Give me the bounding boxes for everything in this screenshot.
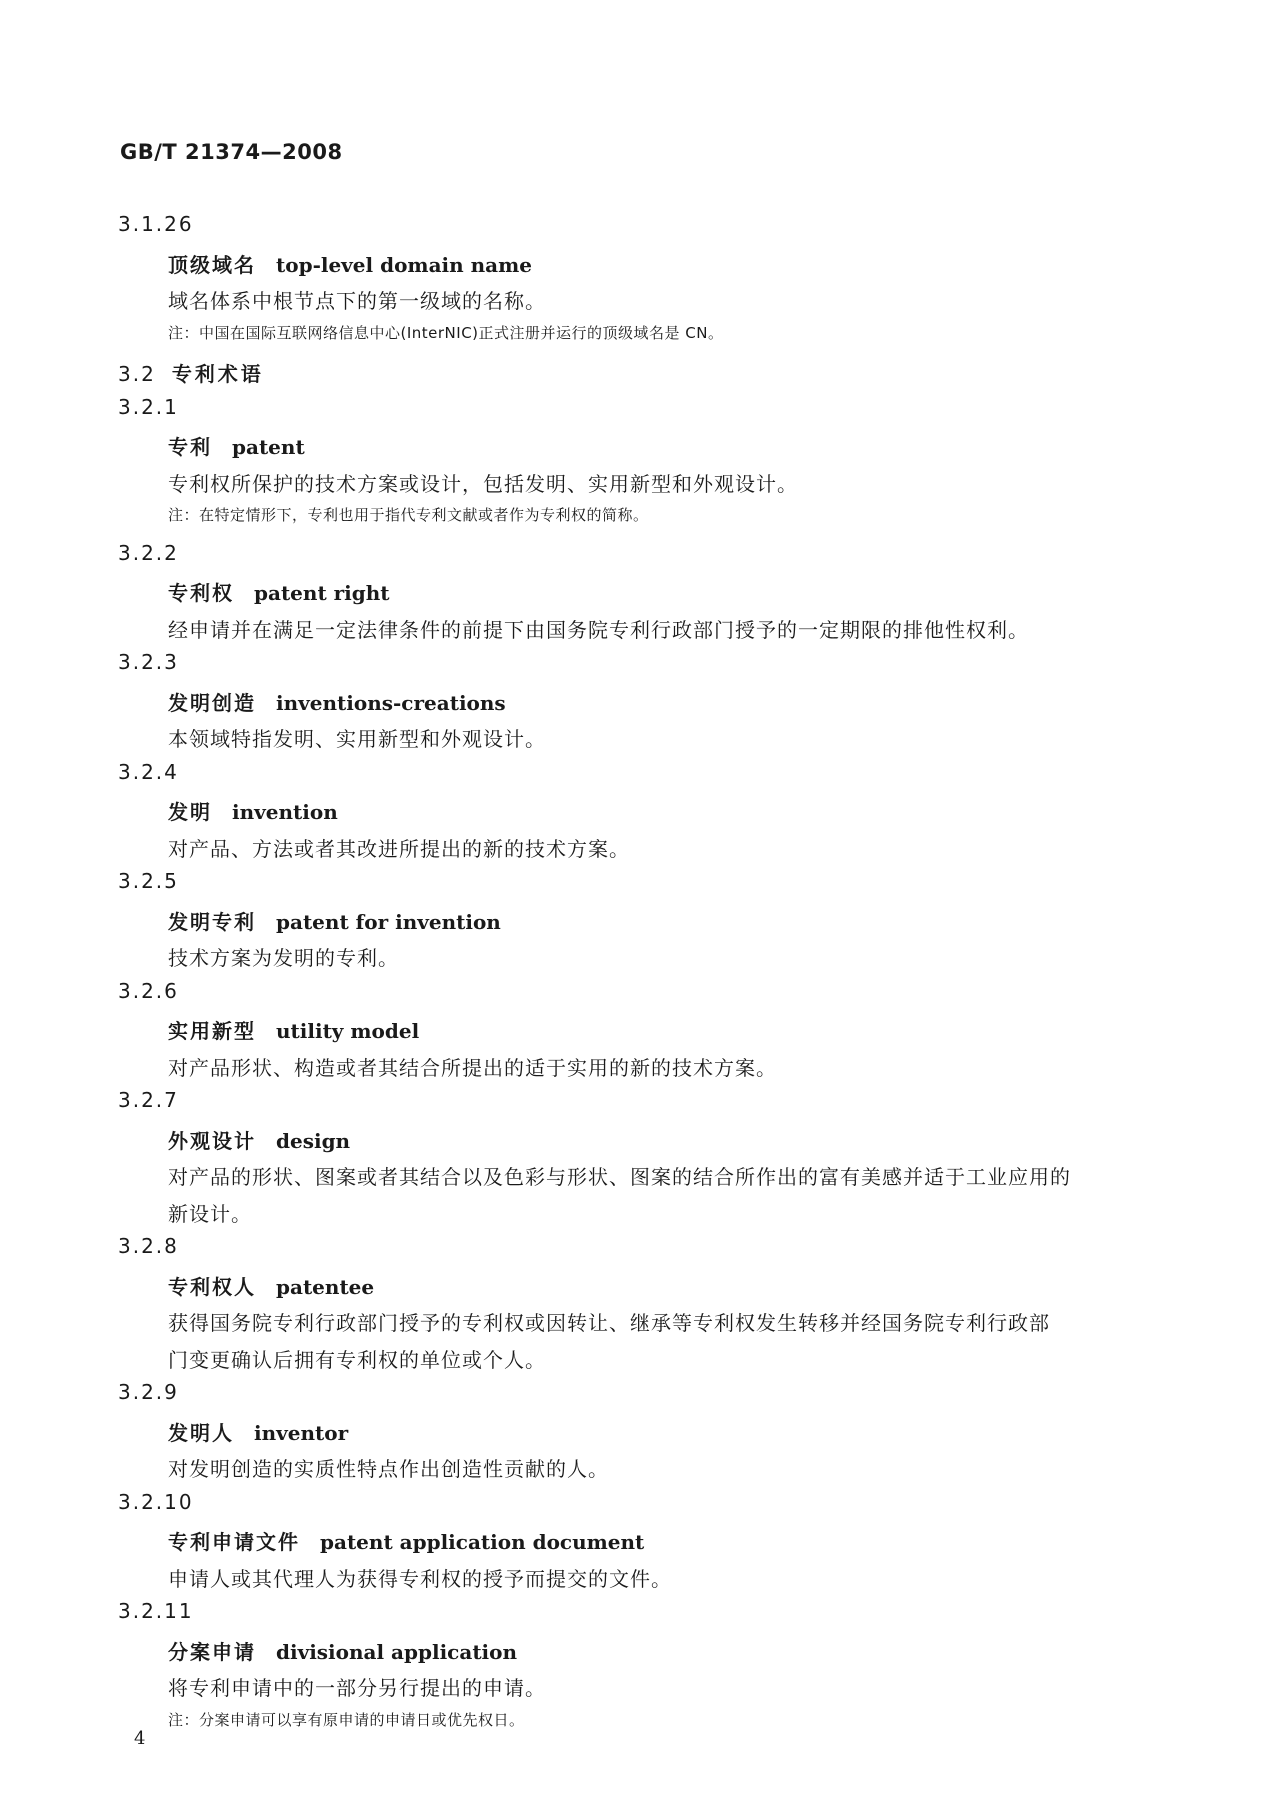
term-note: 注：分案申请可以享有原申请的申请日或优先权日。 <box>168 1710 525 1729</box>
term-chinese: 顶级域名 <box>168 252 256 277</box>
term-chinese: 分案申请 <box>168 1639 256 1664</box>
term-heading <box>168 687 506 716</box>
term-definition: 申请人或其代理人为获得专利权的授予而提交的文件。 <box>168 1566 672 1591</box>
term-chinese: 专利权 <box>168 581 234 605</box>
term-number: 3.2.5 <box>118 869 179 893</box>
term-english: invention <box>232 800 338 824</box>
term-definition: 获得国务院专利行政部门授予的专利权或因转让、继承等专利权发生转移并经国务院专利行政部 <box>168 1311 1050 1335</box>
term-english: patentee <box>276 1274 375 1299</box>
term-chinese: 发明人 <box>168 1420 234 1445</box>
term-english: patent right <box>254 581 390 605</box>
term-chinese: 专利申请文件 <box>168 1530 300 1554</box>
term-note: 注：中国在国际互联网络信息中心(InterNIC)正式注册并运行的顶级域名是 CN。 <box>168 323 724 342</box>
term-heading <box>168 1125 350 1154</box>
term-heading <box>168 1526 644 1555</box>
term-definition: 域名体系中根节点下的第一级域的名称。 <box>168 289 546 313</box>
term-chinese: 专利权人 <box>168 1274 256 1299</box>
term-english: patent for invention <box>276 909 501 934</box>
term-number: 3.2.1 <box>118 394 179 419</box>
term-definition: 新设计。 <box>168 1201 252 1226</box>
term-number: 3.2.9 <box>118 1380 179 1404</box>
section-number: 3.2 <box>118 362 156 386</box>
term-definition: 技术方案为发明的专利。 <box>168 946 399 970</box>
term-definition: 对产品形状、构造或者其结合所提出的适于实用的新的技术方案。 <box>168 1055 777 1080</box>
term-definition: 对产品的形状、图案或者其结合以及色彩与形状、图案的结合所作出的富有美感并适于工业应用的 <box>168 1165 1071 1189</box>
term-number: 3.1.26 <box>118 212 194 236</box>
section-title: 专利术语 <box>171 362 264 386</box>
term-chinese: 发明创造 <box>168 690 256 715</box>
term-heading <box>168 796 338 825</box>
term-heading <box>168 249 532 278</box>
term-chinese: 外观设计 <box>168 1128 256 1153</box>
standard-code: GB/T 21374—2008 <box>120 140 343 164</box>
term-heading <box>168 431 305 460</box>
term-english: patent <box>232 435 305 459</box>
term-number: 3.2.4 <box>118 759 179 784</box>
term-definition: 本领域特指发明、实用新型和外观设计。 <box>168 727 546 751</box>
term-heading <box>168 1015 419 1044</box>
term-number: 3.2.3 <box>118 650 179 674</box>
term-definition: 门变更确认后拥有专利权的单位或个人。 <box>168 1347 546 1372</box>
term-chinese: 专利 <box>168 435 212 459</box>
term-english: utility model <box>276 1019 420 1043</box>
term-number: 3.2.10 <box>118 1489 194 1514</box>
term-number: 3.2.11 <box>118 1599 194 1623</box>
term-chinese: 实用新型 <box>168 1019 256 1043</box>
term-number: 3.2.8 <box>118 1234 179 1258</box>
term-english: divisional application <box>276 1639 518 1664</box>
term-heading <box>168 1271 374 1300</box>
term-definition: 将专利申请中的一部分另行提出的申请。 <box>168 1676 546 1700</box>
term-english: inventions-creations <box>276 690 506 715</box>
term-number: 3.2.6 <box>118 978 179 1003</box>
term-heading <box>168 1636 517 1665</box>
term-chinese: 发明专利 <box>168 909 256 934</box>
term-number: 3.2.2 <box>118 540 179 565</box>
term-heading <box>168 1417 348 1446</box>
term-chinese: 发明 <box>168 800 212 824</box>
section-heading <box>118 358 264 387</box>
term-number: 3.2.7 <box>118 1088 179 1112</box>
term-english: inventor <box>254 1420 349 1445</box>
term-english: patent application document <box>320 1530 645 1554</box>
term-definition: 经申请并在满足一定法律条件的前提下由国务院专利行政部门授予的一定期限的排他性权利。 <box>168 617 1029 642</box>
term-definition: 对发明创造的实质性特点作出创造性贡献的人。 <box>168 1457 609 1481</box>
term-english: design <box>276 1128 351 1153</box>
page-number: 4 <box>134 1728 146 1749</box>
term-english: top-level domain name <box>276 252 533 277</box>
term-heading <box>168 577 390 606</box>
term-definition: 对产品、方法或者其改进所提出的新的技术方案。 <box>168 836 630 861</box>
term-heading <box>168 906 501 935</box>
term-note: 注：在特定情形下，专利也用于指代专利文献或者作为专利权的简称。 <box>168 506 649 524</box>
term-definition: 专利权所保护的技术方案或设计，包括发明、实用新型和外观设计。 <box>168 471 798 496</box>
